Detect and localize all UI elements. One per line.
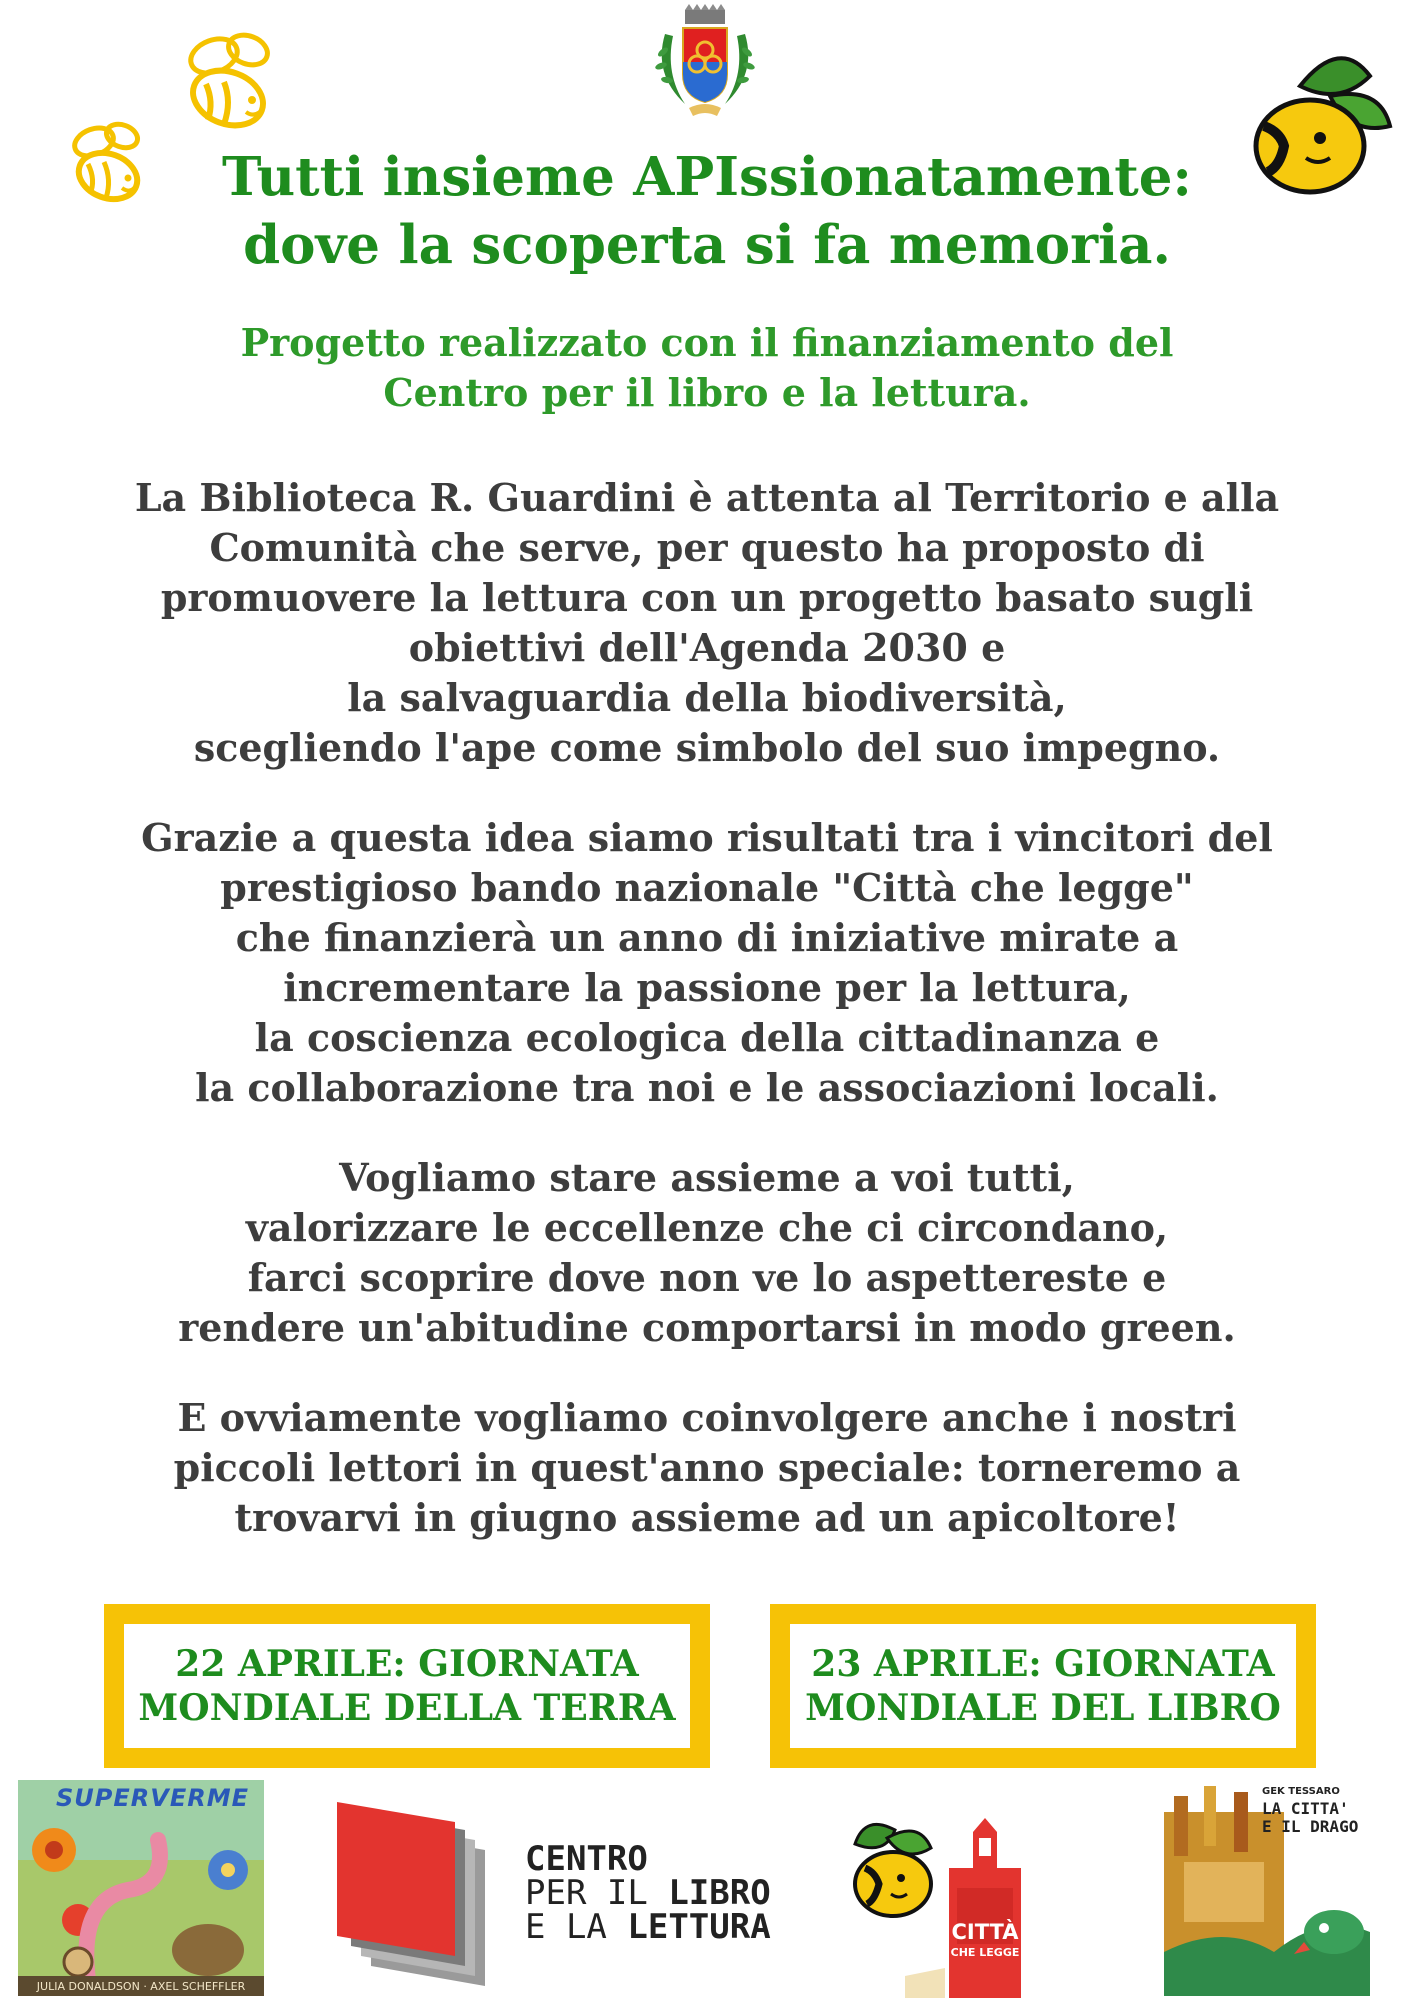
paragraph-intro [0, 473, 1414, 773]
cepell-line: PER IL [525, 1873, 648, 1913]
paragraph-line: La Biblioteca R. Guardini è attenta al Territorio e alla [134, 475, 1280, 520]
paragraph-line: obiettivi dell'Agenda 2030 e [408, 625, 1006, 670]
title-line: Tutti insieme APIssionatamente: [222, 146, 1192, 208]
paragraph-line: Grazie a questa idea siamo risultati tra i vincitori del [141, 815, 1273, 860]
book-cover-citta-e-il-drago [1164, 1782, 1370, 1996]
book-title: SUPERVERME [56, 1784, 249, 1812]
paragraph-bando [0, 813, 1414, 1113]
event-line: MONDIALE DEL LIBRO [805, 1687, 1281, 1729]
book-authors: JULIA DONALDSON · AXEL SCHEFFLER [36, 1980, 246, 1993]
title-line: dove la scoperta si fa memoria. [243, 214, 1171, 276]
page-subtitle [0, 318, 1414, 418]
book-cover-superverme [18, 1780, 264, 1996]
event-box-book-day [770, 1604, 1316, 1768]
paragraph-green [0, 1153, 1414, 1353]
bee-icon [170, 32, 290, 142]
event-line: 23 APRILE: GIORNATA [811, 1643, 1275, 1685]
book-author: GEK TESSARO [1262, 1786, 1340, 1797]
paragraph-line: la collaborazione tra noi e le associazioni locali. [195, 1065, 1219, 1110]
paragraph-line: Vogliamo stare assieme a voi tutti, [339, 1155, 1075, 1200]
subtitle-line: Centro per il libro e la lettura. [383, 370, 1031, 415]
paragraph-line: la salvaguardia della biodiversità, [347, 675, 1067, 720]
book-title [1262, 1800, 1358, 1836]
cepell-logo [335, 1800, 805, 1990]
paragraph-line: prestigioso bando nazionale "Città che legge" [220, 865, 1194, 910]
subtitle-line: Progetto realizzato con il finanziamento del [240, 320, 1174, 365]
paragraph-kids [0, 1393, 1414, 1543]
paragraph-line: rendere un'abitudine comportarsi in modo green. [178, 1305, 1236, 1350]
paragraph-line: Comunità che serve, per questo ha proposto di [209, 525, 1205, 570]
paragraph-line: che finanzierà un anno di iniziative mirate a [235, 915, 1179, 960]
event-line: 22 APRILE: GIORNATA [175, 1643, 639, 1685]
paragraph-line: promuovere la lettura con un progetto basato sugli [160, 575, 1254, 620]
book-title-line: LA CITTA' [1262, 1799, 1349, 1818]
cepell-line: E LA [525, 1907, 607, 1947]
event-line: MONDIALE DELLA TERRA [138, 1687, 676, 1729]
paragraph-line: trovarvi in giugno assieme ad un apicoltore! [234, 1495, 1180, 1540]
paragraph-line: incrementare la passione per la lettura, [283, 965, 1131, 1010]
page-title [0, 143, 1414, 279]
citta-che-legge-logo [845, 1808, 1075, 1998]
cepell-text [525, 1839, 771, 1947]
citta-label: CITTÀ [951, 1920, 1019, 1944]
coat-of-arms-icon [645, 4, 765, 120]
book-title-line: E IL DRAGO [1262, 1817, 1359, 1836]
event-box-earth-day [104, 1604, 710, 1768]
paragraph-line: scegliendo l'ape come simbolo del suo impegno. [193, 725, 1221, 770]
cepell-line: LIBRO [668, 1873, 771, 1913]
cepell-line: CENTRO [525, 1839, 648, 1879]
che-legge-label: CHE LEGGE [950, 1946, 1020, 1959]
paragraph-line: piccoli lettori in quest'anno speciale: torneremo a [173, 1445, 1241, 1490]
paragraph-line: valorizzare le eccellenze che ci circondano, [245, 1205, 1169, 1250]
paragraph-line: la coscienza ecologica della cittadinanza e [254, 1015, 1160, 1060]
paragraph-line: farci scoprire dove non ve lo aspettereste e [247, 1255, 1167, 1300]
paragraph-line: E ovviamente vogliamo coinvolgere anche i nostri [177, 1395, 1237, 1440]
cepell-line: LETTURA [627, 1907, 771, 1947]
